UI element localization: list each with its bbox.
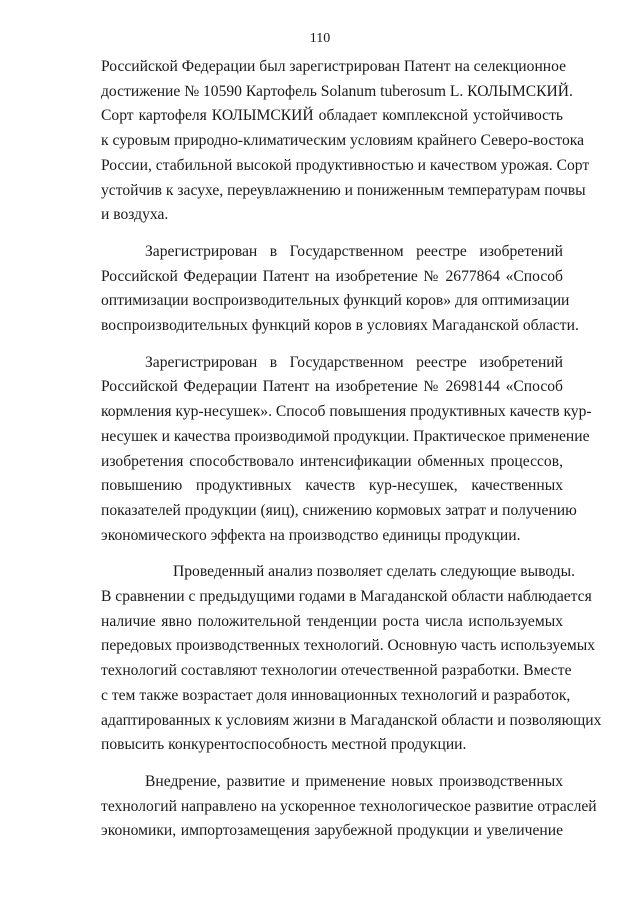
- text-line: Российской Федерации Патент на изобретение № 2698144 «Способ: [101, 378, 563, 396]
- text-line: адаптированных к условиям жизни в Магаданской области и позволяющих: [101, 711, 602, 729]
- text-line: и воздуха.: [101, 206, 169, 224]
- text-line: экономики, импортозамещения зарубежной продукции и увеличение: [101, 822, 563, 840]
- text-line: к суровым природно-климатическим условиям крайнего Северо-востока: [101, 132, 585, 150]
- text-line: повысить конкурентоспособность местной продукции.: [101, 736, 467, 754]
- paragraph: [101, 55, 590, 228]
- text-line: Российской Федерации был зарегистрирован Патент на селекционное: [101, 58, 567, 75]
- paragraph: [101, 351, 592, 549]
- text-line: Российской Федерации Патент на изобретение № 2677864 «Способ: [101, 267, 563, 285]
- paragraph: [101, 770, 597, 844]
- text-line: повышению продуктивных качеств кур-несушек, качественных: [101, 477, 563, 495]
- text-line: наличие явно положительной тенденции роста числа используемых: [101, 612, 563, 630]
- text-line: оптимизации воспроизводительных функций коров» для оптимизации: [101, 292, 570, 310]
- text-line: достижение № 10590 Картофель Solanum tuberosum L. КОЛЫМСКИЙ.: [101, 82, 573, 100]
- text-line: воспроизводительных функций коров в условиях Магаданской области.: [101, 317, 579, 335]
- text-line: Зарегистрирован в Государственном реестре изобретений: [145, 353, 563, 371]
- text-line: Зарегистрирован в Государственном реестре изобретений: [145, 242, 563, 260]
- text-line: В сравнении с предыдущими годами в Магаданской области наблюдается: [101, 588, 592, 606]
- text-line: Сорт картофеля КОЛЫМСКИЙ обладает комплексной устойчивость: [101, 107, 563, 125]
- text-line: несушек и качества производимой продукции. Практическое применение: [101, 427, 590, 445]
- body-text: [101, 55, 602, 856]
- text-line: Внедрение, развитие и применение новых производственных: [145, 772, 563, 790]
- text-line: устойчив к засухе, переувлажнению и пониженным температурам почвы: [101, 181, 586, 199]
- text-line: показателей продукции (яиц), снижению кормовых затрат и получению: [101, 501, 577, 519]
- paragraph: [101, 560, 602, 758]
- page-number: 110: [309, 31, 331, 46]
- text-line: с тем также возрастает доля инновационных технологий и разработок,: [101, 686, 571, 704]
- text-line: России, стабильной высокой продуктивностью и качеством урожая. Сорт: [101, 156, 590, 174]
- text-line: Проведенный анализ позволяет сделать следующие выводы.: [173, 563, 575, 581]
- paragraph: [101, 240, 579, 339]
- text-line: экономического эффекта на производство единицы продукции.: [101, 526, 521, 544]
- text-line: технологий составляют технологии отечественной разработки. Вместе: [101, 662, 572, 680]
- text-line: кормления кур-несушек». Способ повышения продуктивных качеств кур-: [101, 403, 592, 421]
- text-line: изобретения способствовало интенсификации обменных процессов,: [101, 452, 563, 470]
- text-line: технологий направлено на ускоренное технологическое развитие отраслей: [101, 797, 597, 815]
- text-line: передовых производственных технологий. Основную часть используемых: [101, 637, 596, 655]
